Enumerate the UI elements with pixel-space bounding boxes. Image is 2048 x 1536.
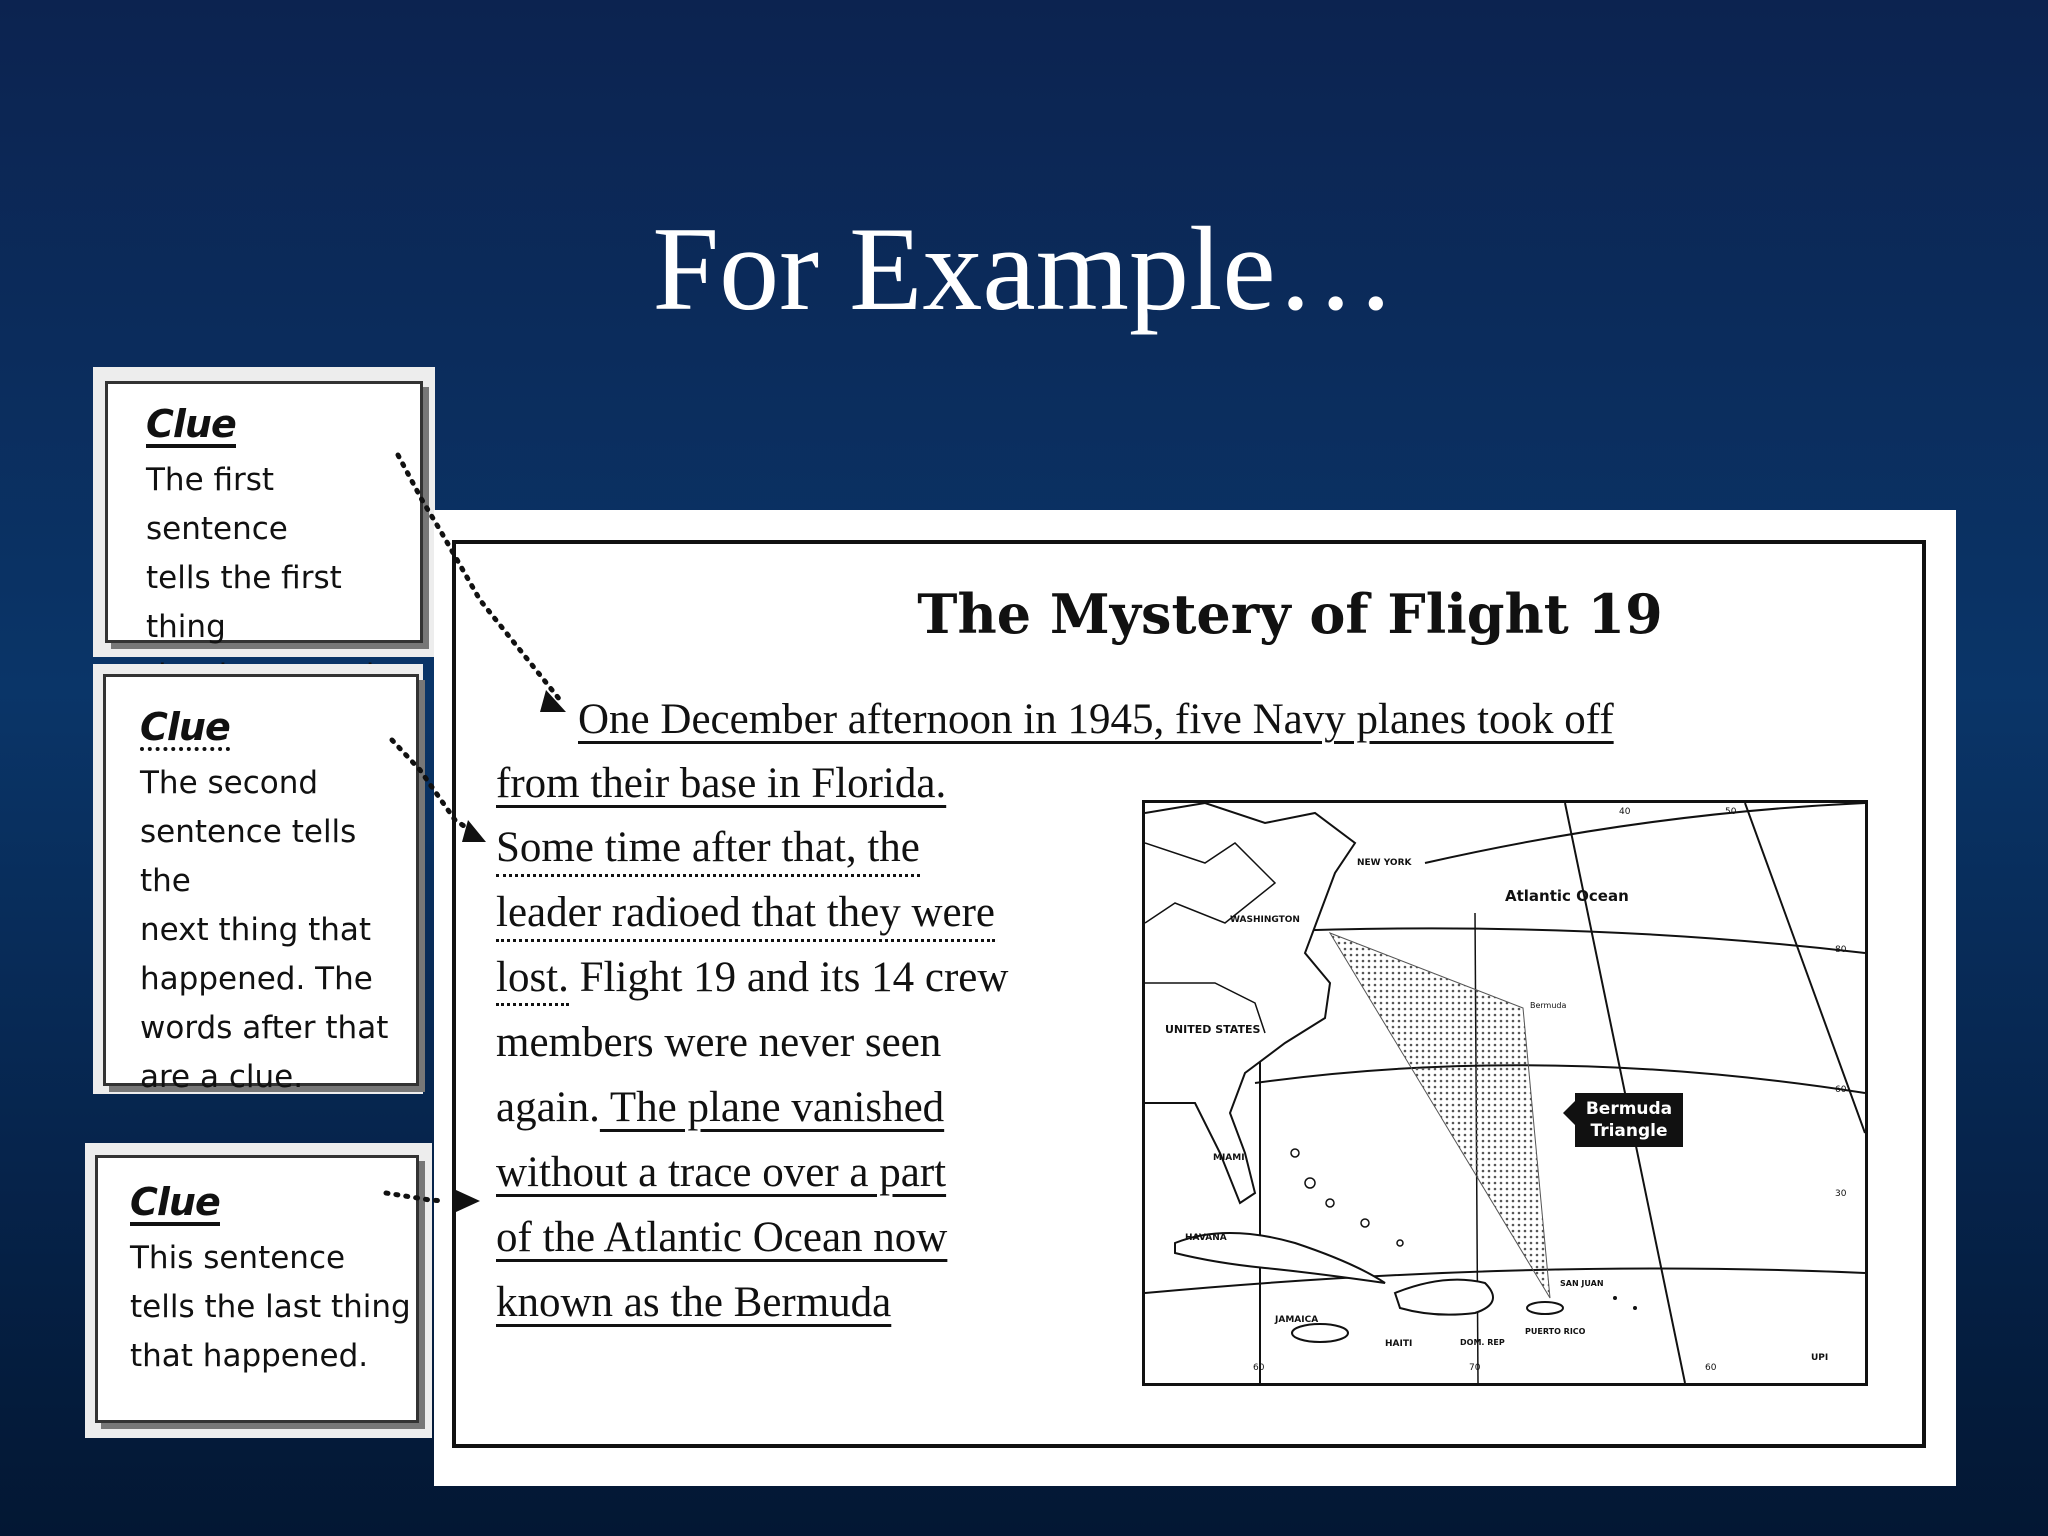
- place-label: DOM. REP: [1460, 1338, 1505, 1347]
- story-segment: Flight 19 and its 14 crew: [568, 954, 1009, 1001]
- place-label: HAVANA: [1185, 1233, 1227, 1243]
- place-label: WASHINGTON: [1230, 915, 1300, 925]
- place-label: Bermuda: [1530, 1001, 1567, 1010]
- grid-label: 30: [1835, 1189, 1847, 1199]
- place-label: HAITI: [1385, 1339, 1413, 1349]
- ocean-label: Atlantic Ocean: [1505, 887, 1629, 905]
- place-label: UNITED STATES: [1165, 1023, 1261, 1036]
- story-line: without a trace over a part: [496, 1149, 947, 1196]
- grid-label: 50: [1725, 807, 1737, 817]
- story-segment: again.: [496, 1084, 600, 1131]
- grid-label: 70: [1469, 1363, 1481, 1373]
- grid-label: 60: [1835, 1085, 1847, 1095]
- clue-text: The first sentence tells the first thing: [146, 462, 342, 645]
- story-line: known as the Bermuda: [496, 1279, 892, 1326]
- place-label: MIAMI: [1213, 1153, 1245, 1163]
- grid-label: 60: [1253, 1363, 1265, 1373]
- clue-heading: Clue: [130, 1180, 220, 1224]
- place-label: PUERTO RICO: [1525, 1327, 1586, 1336]
- grid-label: 80: [1835, 945, 1847, 955]
- story-segment: The plane vanished: [599, 1084, 945, 1131]
- story-line: Some time after that, the: [496, 823, 920, 877]
- story-line: of the Atlantic Ocean now: [496, 1214, 948, 1261]
- grid-label: 60: [1705, 1363, 1717, 1373]
- article-title: The Mystery of Flight 19: [917, 582, 1663, 646]
- story-line: One December afternoon in 1945, five Navy planes took off: [578, 696, 1614, 743]
- upi-credit: UPI: [1811, 1353, 1829, 1363]
- clue-heading: Clue: [146, 402, 236, 446]
- grid-label: 40: [1619, 807, 1631, 817]
- story-line: members were never seen: [496, 1019, 942, 1066]
- clue-text: This sentence tells the last thing that happened.: [130, 1240, 411, 1374]
- bermuda-triangle-callout: Bermuda Triangle: [1575, 1093, 1683, 1147]
- clue-heading: Clue: [140, 705, 230, 749]
- story-segment: lost.: [496, 954, 569, 1006]
- slide-title: For Example…: [652, 202, 1396, 335]
- clue-text: The second sentence tells the next thing that happened. The words after that are a clue.: [140, 765, 389, 1095]
- place-label: SAN JUAN: [1560, 1279, 1604, 1288]
- story-line: from their base in Florida.: [496, 760, 947, 807]
- place-label: JAMAICA: [1275, 1315, 1319, 1325]
- story-line: leader radioed that they were: [496, 888, 995, 942]
- place-label: NEW YORK: [1357, 858, 1412, 868]
